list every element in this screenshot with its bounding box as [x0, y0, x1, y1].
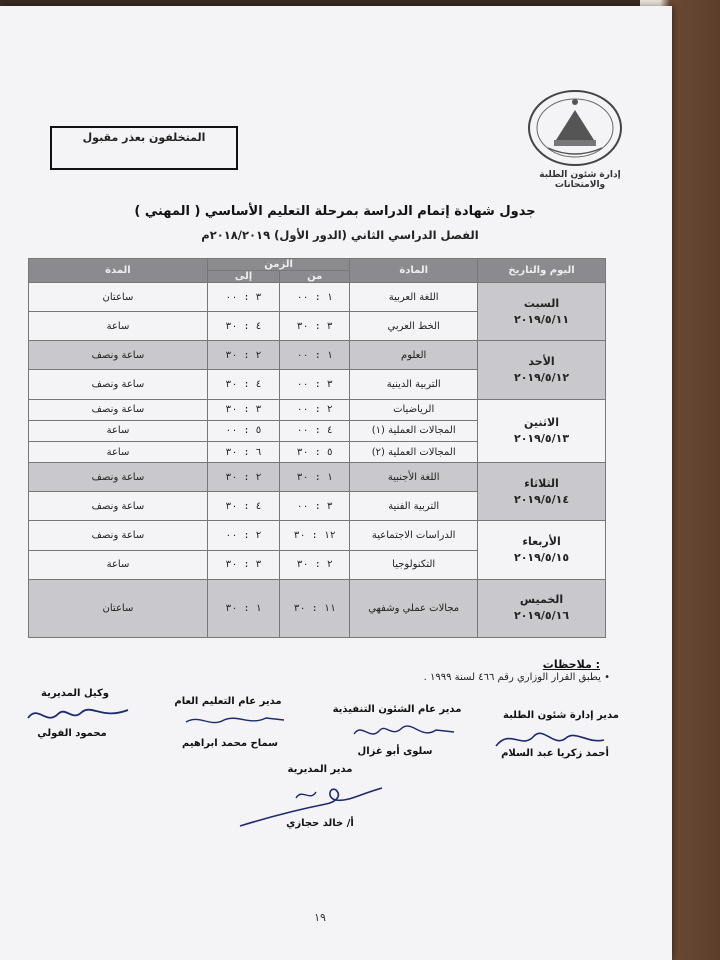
day-name: الأربعاء [522, 535, 561, 549]
to-cell: ٤ : ٣٠ [207, 492, 279, 521]
header-to: إلى [207, 271, 279, 283]
from-cell: ٣ : ٣٠ [280, 312, 350, 341]
day-cell [478, 399, 606, 463]
duration-cell: ساعة ونصف [29, 521, 208, 550]
exec-title: مدير عام الشئون التنفيذية [332, 704, 462, 715]
general-ed-title: مدير عام التعليم العام [174, 696, 282, 707]
day-name: الثلاثاء [524, 476, 559, 490]
subject-cell: اللغة العربية [350, 283, 478, 312]
document-title: جدول شهادة إتمام الدراسة بمرحلة التعليم الأساسي ( المهني ) [134, 204, 536, 219]
to-cell: ١ : ٣٠ [207, 579, 279, 637]
to-cell: ٣ : ٣٠ [207, 550, 279, 579]
from-cell: ٥ : ٣٠ [280, 441, 350, 462]
subject-cell: التكنولوجيا [350, 550, 478, 579]
from-cell: ١ : ٣٠ [280, 463, 350, 492]
day-name: الأحد [528, 354, 555, 368]
director-title: مدير المديرية [287, 764, 353, 775]
duration-cell: ساعة [29, 550, 208, 579]
exec-signature-icon [350, 716, 460, 746]
day-cell [478, 579, 606, 637]
day-date: ٢٠١٩/٥/١٤ [514, 492, 570, 506]
to-cell: ٥ : ٠٠ [207, 420, 279, 441]
table-row [29, 579, 606, 637]
from-cell: ١١ : ٣٠ [280, 579, 350, 637]
from-cell: ٤ : ٠٠ [280, 420, 350, 441]
header-day: اليوم والتاريخ [478, 259, 606, 283]
students-name: أحمد زكريا عبد السلام [501, 748, 609, 759]
exam-schedule-table [28, 258, 606, 638]
day-date: ٢٠١٩/٥/١٣ [514, 431, 570, 445]
late-students-box [50, 126, 238, 170]
from-cell: ٣ : ٠٠ [280, 370, 350, 399]
document-subtitle: الفصل الدراسي الثاني (الدور الأول) ٢٠١٨/٢٠١٩م [201, 228, 479, 242]
from-cell: ١ : ٠٠ [280, 341, 350, 370]
duration-cell: ساعتان [29, 579, 208, 637]
director-name: أ/ خالد حجازي [286, 818, 354, 829]
duration-cell: ساعة ونصف [29, 341, 208, 370]
duration-cell: ساعة [29, 441, 208, 462]
deputy-signature-icon [24, 698, 134, 732]
subject-cell: المجالات العملية (٢) [350, 441, 478, 462]
to-cell: ٤ : ٣٠ [207, 312, 279, 341]
day-cell [478, 341, 606, 399]
subject-cell: مجالات عملي وشفهي [350, 579, 478, 637]
duration-cell: ساعة [29, 312, 208, 341]
header-from: من [280, 271, 350, 283]
to-cell: ٤ : ٣٠ [207, 370, 279, 399]
table-row [29, 341, 606, 370]
students-title: مدير إدارة شئون الطلبة [503, 710, 619, 721]
subject-cell: الرياضيات [350, 399, 478, 420]
header-subject: المادة [350, 259, 478, 283]
duration-cell: ساعة ونصف [29, 370, 208, 399]
department-name: إدارة شئون الطلبة والامتحانات [539, 170, 621, 190]
late-students-label: المتخلفون بعذر مقبول [82, 131, 206, 144]
directorate-logo-icon [526, 88, 624, 168]
from-cell: ١٢ : ٣٠ [280, 521, 350, 550]
table-row [29, 399, 606, 420]
duration-cell: ساعة [29, 420, 208, 441]
general-ed-name: سماح محمد ابراهيم [181, 738, 279, 749]
page-number: ١٩ [314, 911, 326, 924]
table-row [29, 521, 606, 550]
to-cell: ٢ : ٣٠ [207, 463, 279, 492]
note-text: يطبق القرار الوزاري رقم ٤٦٦ لسنة ١٩٩٩ . [423, 672, 601, 683]
day-date: ٢٠١٩/٥/١١ [514, 312, 570, 326]
subject-cell: العلوم [350, 341, 478, 370]
day-name: السبت [523, 296, 560, 310]
subject-cell: الدراسات الاجتماعية [350, 521, 478, 550]
to-cell: ٦ : ٣٠ [207, 441, 279, 462]
day-cell [478, 283, 606, 341]
day-name: الخميس [519, 593, 564, 607]
subject-cell: التربية الدينية [350, 370, 478, 399]
to-cell: ٢ : ٠٠ [207, 521, 279, 550]
duration-cell: ساعة ونصف [29, 399, 208, 420]
header-duration: المدة [29, 259, 208, 283]
subject-cell: الخط العربي [350, 312, 478, 341]
subject-cell: التربية الفنية [350, 492, 478, 521]
duration-cell: ساعة ونصف [29, 463, 208, 492]
from-cell: ٢ : ٣٠ [280, 550, 350, 579]
from-cell: ٢ : ٠٠ [280, 399, 350, 420]
day-date: ٢٠١٩/٥/١٦ [514, 609, 570, 623]
from-cell: ٣ : ٠٠ [280, 492, 350, 521]
duration-cell: ساعتان [29, 283, 208, 312]
to-cell: ٢ : ٣٠ [207, 341, 279, 370]
to-cell: ٣ : ٣٠ [207, 399, 279, 420]
day-cell [478, 521, 606, 579]
subject-cell: المجالات العملية (١) [350, 420, 478, 441]
subject-cell: اللغة الأجنبية [350, 463, 478, 492]
day-cell [478, 463, 606, 521]
document-page [0, 6, 672, 960]
table-row [29, 463, 606, 492]
day-name: الاثنين [524, 415, 560, 429]
deputy-name: محمود الفولي [37, 728, 107, 739]
day-date: ٢٠١٩/٥/١٢ [514, 370, 570, 384]
duration-cell: ساعة ونصف [29, 492, 208, 521]
day-date: ٢٠١٩/٥/١٥ [514, 551, 570, 565]
notes-label: ملاحظات : [542, 658, 600, 671]
from-cell: ١ : ٠٠ [280, 283, 350, 312]
general-ed-signature-icon [180, 708, 290, 734]
note-item: • يطبق القرار الوزاري رقم ٤٦٦ لسنة ١٩٩٩ . [423, 672, 610, 683]
table-row [29, 283, 606, 312]
header-time: الزمن [207, 259, 349, 271]
exec-name: سلوى أبو غزال [357, 746, 433, 757]
deputy-title: وكيل المديرية [41, 688, 109, 699]
to-cell: ٣ : ٠٠ [207, 283, 279, 312]
